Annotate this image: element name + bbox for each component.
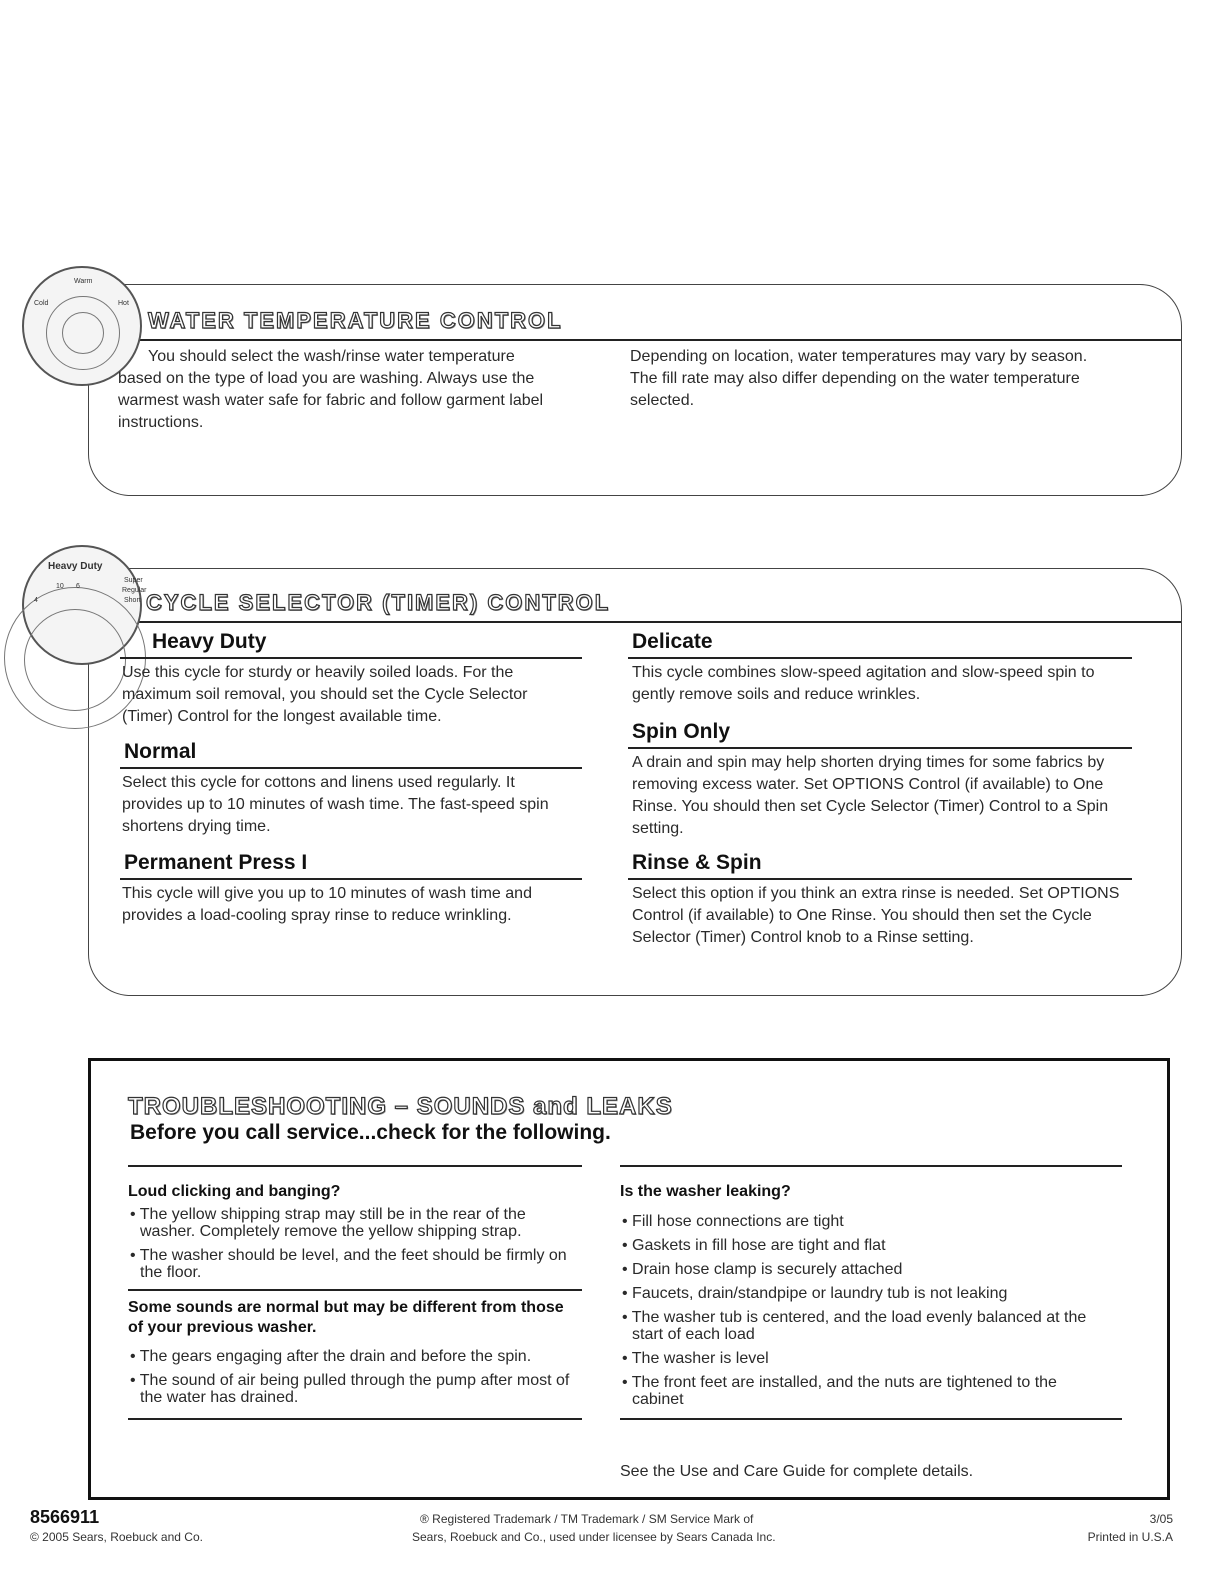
list-item: • The washer should be level, and the feet should be firmly on the floor.	[128, 1247, 578, 1281]
list-item: • The front feet are installed, and the nuts are tightened to the cabinet	[620, 1374, 1090, 1408]
heading-rule	[628, 747, 1132, 749]
dial-label: Regular	[122, 587, 147, 594]
divider	[620, 1165, 1122, 1167]
list-item: • The yellow shipping strap may still be in the rear of the washer. Completely remove the yellow shipping strap.	[128, 1206, 578, 1240]
water-temperature-right-text: Depending on location, water temperatures may vary by season. The fill rate may also differ depending on the water temperature selected.	[630, 348, 1088, 409]
dial-label: Warm	[74, 278, 93, 285]
heading-rule	[628, 657, 1132, 659]
cycle-heading-heavy-duty: Heavy Duty	[152, 630, 267, 653]
cycle-selector-title: CYCLE SELECTOR (TIMER) CONTROL	[146, 590, 611, 615]
list-item: • Faucets, drain/standpipe or laundry tub is not leaking	[620, 1285, 1090, 1302]
cycle-heading-permanent-press: Permanent Press I	[124, 851, 308, 874]
dial-label: Short	[124, 597, 141, 604]
list-item: • The washer tub is centered, and the load evenly balanced at the start of each load	[620, 1309, 1090, 1343]
list-item: • Drain hose clamp is securely attached	[620, 1261, 1090, 1278]
heading-rule	[120, 767, 582, 769]
cycle-text-normal: Select this cycle for cottons and linens used regularly. It provides up to 10 minutes of wash time. The fast-speed spin shortens drying time.	[122, 774, 549, 835]
divider	[128, 1165, 582, 1167]
cycle-text-permanent-press: This cycle will give you up to 10 minutes of wash time and provides a load-cooling spray rinse to reduce wrinkling.	[122, 885, 532, 924]
water-temperature-left-text: You should select the wash/rinse water temperature based on the type of load you are washing. Always use the warmest wash water safe for fabric and follow garment label instructions.	[118, 348, 544, 431]
print-date: 3/05	[1149, 1512, 1173, 1526]
list-item: • The sound of air being pulled through the pump after most of the water has drained.	[128, 1372, 588, 1406]
divider	[620, 1418, 1122, 1420]
dial-label: Super	[124, 577, 143, 584]
question-loud-clicking: Loud clicking and banging?	[128, 1183, 341, 1200]
see-guide-note: See the Use and Care Guide for complete details.	[620, 1463, 974, 1480]
section-rule	[89, 339, 1181, 341]
dial-label: Hot	[118, 300, 129, 307]
heading-rule	[628, 878, 1132, 880]
question-normal-sounds: Some sounds are normal but may be different from those of your previous washer.	[128, 1299, 564, 1336]
water-temperature-title: WATER TEMPERATURE CONTROL	[148, 308, 563, 333]
part-number: 8566911	[30, 1507, 100, 1527]
cycle-heading-normal: Normal	[124, 740, 197, 763]
cycle-heading-spin-only: Spin Only	[632, 720, 731, 743]
cycle-selector-dial-icon	[22, 545, 147, 665]
dial-label: 10	[56, 583, 64, 590]
cycle-text-spin-only: A drain and spin may help shorten drying times for some fabrics by removing excess water. Set OPTIONS Control (if available) to One Rinse. You should then set Cycle Selector (Timer) Control to a Spin setting.	[632, 754, 1109, 837]
question-washer-leaking: Is the washer leaking?	[620, 1183, 791, 1200]
list-item: • Fill hose connections are tight	[620, 1213, 1090, 1230]
dial-label: 6	[76, 583, 80, 590]
section-rule	[89, 621, 1181, 623]
leaking-bullet-list	[620, 1213, 1090, 1415]
troubleshooting-subtitle: Before you call service...check for the following.	[130, 1121, 611, 1144]
trademark-line-2: Sears, Roebuck and Co., used under licensee by Sears Canada Inc.	[412, 1530, 776, 1544]
cycle-text-rinse-spin: Select this option if you think an extra rinse is needed. Set OPTIONS Control (if available) to One Rinse. You should then set the Cycle Selector (Timer) Control knob to a Rinse setting.	[632, 885, 1120, 946]
list-item: • Gaskets in fill hose are tight and flat	[620, 1237, 1090, 1254]
cycle-text-heavy-duty: Use this cycle for sturdy or heavily soiled loads. For the maximum soil removal, you should set the Cycle Selector (Timer) Control for the longest available time.	[122, 664, 528, 725]
printed-in: Printed in U.S.A	[1087, 1530, 1173, 1544]
list-item: • The gears engaging after the drain and before the spin.	[128, 1348, 588, 1365]
cycle-heading-delicate: Delicate	[632, 630, 713, 653]
clicking-bullet-list	[128, 1206, 578, 1288]
dial-label: 4	[34, 597, 38, 604]
cycle-heading-rinse-spin: Rinse & Spin	[632, 851, 762, 874]
troubleshooting-title: TROUBLESHOOTING – SOUNDS and LEAKS	[128, 1093, 673, 1120]
dial-label: Heavy Duty	[48, 561, 103, 572]
list-item: • The washer is level	[620, 1350, 1090, 1367]
divider	[128, 1289, 582, 1291]
dial-label: Cold	[34, 300, 49, 307]
heading-rule	[120, 657, 582, 659]
heading-rule	[120, 878, 582, 880]
cycle-text-delicate: This cycle combines slow-speed agitation and slow-speed spin to gently remove soils and reduce wrinkles.	[632, 664, 1095, 703]
copyright: © 2005 Sears, Roebuck and Co.	[30, 1530, 203, 1544]
trademark-line-1: ® Registered Trademark / TM Trademark / SM Service Mark of	[420, 1512, 754, 1526]
normal-sounds-bullet-list	[128, 1348, 588, 1413]
divider	[128, 1418, 582, 1420]
